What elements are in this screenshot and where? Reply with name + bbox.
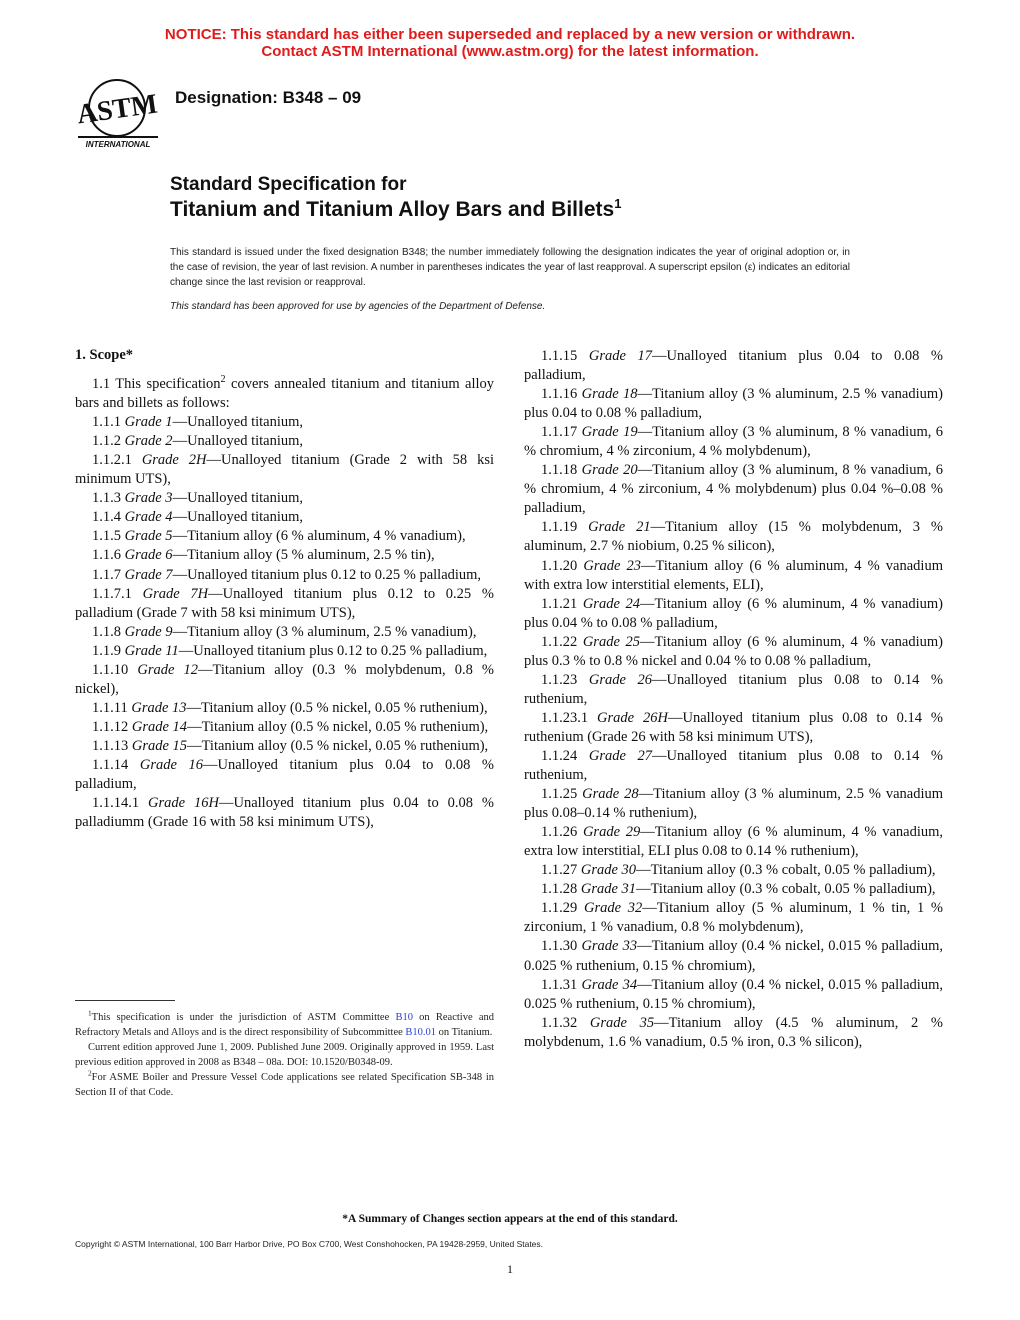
item-number: 1.1.7: [92, 566, 121, 583]
grade-name: Grade 28: [582, 786, 639, 803]
grade-description: —Unalloyed titanium plus 0.04 to 0.08 % palladium,: [524, 348, 943, 384]
grade-description: —Unalloyed titanium plus 0.12 to 0.25 % palladium,: [178, 642, 488, 659]
grade-name: Grade 7H: [142, 585, 209, 602]
item-number: 1.1.15: [541, 348, 578, 364]
title-footnote-mark: 1: [614, 196, 622, 211]
grade-description: —Titanium alloy (6 % aluminum, 4 % vanadium with extra low interstitial elements, ELI),: [524, 557, 943, 593]
grade-item: [524, 747, 943, 785]
notice-line-2: Contact ASTM International (www.astm.org) for the latest information.: [261, 43, 759, 60]
grade-description: —Unalloyed titanium plus 0.04 to 0.08 % palladiumm (Grade 16 with 58 ksi minimum UTS),: [75, 795, 494, 831]
grade-description: —Titanium alloy (3 % aluminum, 8 % vanadium, 6 % chromium, 4 % zirconium, 4 % molybdenum),: [524, 424, 944, 460]
item-number: 1.1.31: [541, 976, 578, 993]
grade-description: —Titanium alloy (0.5 % nickel, 0.05 % ruthenium),: [187, 737, 489, 754]
grade-item: [524, 633, 943, 671]
grade-item: [524, 709, 943, 747]
item-number: 1.1.21: [541, 595, 578, 612]
item-number: 1.1.26: [541, 824, 578, 841]
item-number: 1.1.16: [541, 386, 578, 403]
grade-description: —Unalloyed titanium plus 0.04 to 0.08 % palladium,: [75, 756, 494, 793]
grade-item: [524, 785, 943, 823]
item-number: 1.1.14: [92, 756, 129, 773]
grade-description: —Titanium alloy (4.5 % aluminum, 2 % molybdenum, 1.6 % vanadium, 0.5 % iron, 0.3 % silicon),: [524, 1014, 943, 1050]
item-number: 1.1.13: [92, 737, 129, 754]
item-number: 1.1.6: [92, 547, 121, 564]
grade-item: [524, 823, 943, 861]
grade-description: —Titanium alloy (3 % aluminum, 2.5 % vanadium),: [172, 623, 477, 640]
grade-name: Grade 9: [124, 623, 173, 640]
item-number: 1.1.30: [541, 938, 578, 955]
grade-name: Grade 35: [589, 1014, 655, 1031]
grade-name: Grade 29: [582, 824, 641, 841]
title-line-2: [170, 198, 621, 222]
grade-description: —Titanium alloy (3 % aluminum, 2.5 % vanadium) plus 0.04 to 0.08 % palladium,: [524, 386, 944, 422]
footnote-divider: [75, 1000, 175, 1001]
grade-item: [75, 737, 494, 756]
item-number: 1.1.14.1: [92, 795, 140, 812]
item-number: 1.1.22: [541, 633, 578, 650]
right-column: [524, 347, 943, 1052]
right-grade-list: [524, 347, 943, 1052]
grade-description: —Titanium alloy (3 % aluminum, 8 % vanadium, 6 % chromium, 4 % zirconium, 4 % molybdenum) plus 0.04 %–0.08 % palladium,: [524, 462, 944, 517]
grade-item: [524, 518, 943, 556]
grade-description: —Unalloyed titanium,: [172, 490, 304, 507]
grade-name: Grade 33: [581, 938, 638, 955]
grade-name: Grade 16: [139, 756, 203, 773]
grade-item: [524, 880, 943, 899]
grade-description: —Titanium alloy (5 % aluminum, 1 % tin, 1 % zirconium, 1 % vanadium, 0.8 % molybdenum),: [524, 900, 944, 936]
approval-note: This standard has been approved for use by agencies of the Department of Defense.: [170, 301, 546, 312]
grade-item: [75, 508, 494, 527]
grade-item: [524, 461, 943, 518]
footnote-1-edition: Current edition approved June 1, 2009. Published June 2009. Originally approved in 1959. Last previous edition approved in 2008 as B348 – 08a. DOI: 10.1520/B0348-09.: [75, 1042, 494, 1068]
svg-text:INTERNATIONAL: INTERNATIONAL: [85, 140, 151, 149]
grade-description: —Unalloyed titanium,: [172, 433, 304, 450]
grade-description: —Unalloyed titanium,: [172, 414, 304, 431]
footnote-1: $^1$This specification is under the jurisdiction of ASTM Committee B10 on Reactive and Refractory Metals and Alloys and is the direct responsibility of Subcommittee B10.01 on Titanium.: [75, 1008, 494, 1038]
grade-name: Grade 27: [588, 747, 652, 764]
grade-name: Grade 30: [580, 862, 637, 879]
item-number: 1.1.25: [541, 786, 578, 803]
grade-description: —Unalloyed titanium plus 0.08 to 0.14 % ruthenium,: [524, 671, 943, 707]
item-number: 1.1.24: [541, 747, 578, 764]
grade-description: —Titanium alloy (3 % aluminum, 2.5 % vanadium plus 0.08–0.14 % ruthenium),: [524, 786, 943, 822]
grade-item: [524, 1014, 943, 1052]
grade-description: —Titanium alloy (5 % aluminum, 2.5 % tin),: [172, 547, 435, 564]
grade-item: [75, 527, 494, 546]
grade-name: Grade 20: [581, 462, 638, 479]
link-b10[interactable]: B10: [395, 1012, 413, 1023]
grade-item: [75, 718, 494, 737]
grade-name: Grade 21: [588, 519, 651, 536]
grade-item: [75, 546, 494, 565]
grade-name: Grade 24: [582, 595, 640, 612]
item-number: 1.1.29: [541, 900, 578, 917]
item-number: 1.1.28: [541, 881, 578, 898]
grade-item: [75, 566, 494, 585]
grade-name: Grade 32: [583, 900, 643, 917]
grade-name: Grade 15: [131, 737, 188, 754]
grade-description: —Unalloyed titanium plus 0.12 to 0.25 % palladium,: [172, 566, 482, 583]
grade-name: Grade 2H: [141, 452, 207, 469]
grade-name: Grade 19: [581, 424, 638, 441]
grade-description: —Titanium alloy (0.3 % molybdenum, 0.8 % nickel),: [75, 661, 494, 697]
item-number: 1.1.2: [92, 433, 121, 450]
summary-of-changes-note: *A Summary of Changes section appears at the end of this standard.: [342, 1213, 678, 1225]
footnote-2: $^2$For ASME Boiler and Pressure Vessel Code applications see related Specification SB-348 in Section II of that Code.: [75, 1068, 494, 1098]
grade-item: [524, 671, 943, 709]
grade-name: Grade 23: [583, 557, 642, 574]
item-number: 1.1.8: [92, 623, 121, 640]
item-number: 1.1.9: [92, 642, 121, 659]
grade-item: [524, 937, 943, 975]
grade-item: [75, 489, 494, 508]
grade-item: [75, 756, 494, 794]
item-number: 1.1.11: [92, 699, 128, 716]
grade-description: —Unalloyed titanium,: [172, 509, 304, 526]
left-column: [75, 346, 494, 832]
grade-description: —Titanium alloy (6 % aluminum, 4 % vanadium),: [172, 528, 466, 545]
grade-description: —Unalloyed titanium plus 0.08 to 0.14 % ruthenium,: [524, 747, 943, 784]
item-number: 1.1.23.1: [541, 709, 589, 726]
section-heading-scope: 1. Scope*: [75, 347, 133, 363]
item-number: 1.1.2.1: [92, 452, 132, 469]
grade-item: [75, 642, 494, 661]
grade-name: Grade 14: [131, 718, 188, 735]
grade-item: [75, 623, 494, 642]
grade-item: [75, 699, 494, 718]
title-line-1: Standard Specification for: [170, 174, 407, 195]
grade-description: —Titanium alloy (6 % aluminum, 4 % vanadium) plus 0.04 % to 0.08 % palladium,: [524, 595, 943, 631]
grade-description: —Titanium alloy (15 % molybdenum, 3 % aluminum, 2.7 % niobium, 0.25 % silicon),: [524, 519, 943, 555]
grade-item: [75, 794, 494, 832]
grade-description: —Unalloyed titanium (Grade 2 with 58 ksi minimum UTS),: [75, 452, 494, 488]
grade-item: [75, 661, 494, 699]
grade-name: Grade 17: [588, 348, 652, 364]
item-number: 1.1.17: [541, 424, 578, 441]
grade-name: Grade 25: [582, 633, 640, 650]
item-number: 1.1.20: [541, 557, 578, 574]
grade-name: Grade 13: [131, 699, 187, 716]
grade-name: Grade 11: [124, 642, 179, 659]
page-number: 1: [507, 1262, 513, 1276]
grade-description: —Titanium alloy (0.4 % nickel, 0.015 % palladium, 0.025 % ruthenium, 0.15 % chromium),: [524, 938, 943, 974]
astm-logo-icon: [72, 74, 162, 150]
svg-text:ASTM: ASTM: [74, 88, 160, 131]
issued-note: This standard is issued under the fixed designation B348; the number immediately following the designation indicates the year of original adoption or, in the case of revision, the year of last revision. A number in parentheses indicates the year of last reapproval. A superscript epsilon (ε) indicates an editorial change since the last revision or reapproval.: [170, 247, 850, 288]
grade-name: Grade 4: [124, 509, 173, 526]
grade-name: Grade 5: [124, 528, 173, 545]
link-b10-01[interactable]: B10.01: [405, 1027, 437, 1038]
notice-line-1: NOTICE: This standard has either been superseded and replaced by a new version or withdrawn.: [164, 26, 856, 43]
grade-name: Grade 26: [588, 671, 652, 688]
grade-name: Grade 16H: [148, 795, 219, 812]
grade-item: [524, 861, 943, 880]
title-text: Titanium and Titanium Alloy Bars and Billets: [170, 198, 615, 221]
grade-name: Grade 18: [581, 386, 638, 403]
item-number: 1.1.18: [541, 462, 578, 479]
grade-item: [524, 347, 943, 385]
item-number: 1.1.1: [92, 414, 121, 431]
item-number: 1.1.4: [92, 509, 121, 526]
grade-name: Grade 6: [124, 547, 173, 564]
footnotes: [75, 1010, 494, 1100]
grade-item: [524, 385, 943, 423]
grade-name: Grade 2: [124, 433, 173, 450]
grade-name: Grade 34: [581, 976, 638, 993]
grade-item: [524, 423, 943, 461]
grade-item: [524, 899, 943, 937]
item-number: 1.1.27: [541, 862, 578, 879]
scope-paragraph: 1.1 This specification$^2$ covers annealed titanium and titanium alloy bars and billets as follows:: [75, 374, 494, 412]
grade-description: —Unalloyed titanium plus 0.08 to 0.14 % ruthenium (Grade 26 with 58 ksi minimum UTS),: [524, 709, 943, 745]
item-number: 1.1.32: [541, 1014, 578, 1031]
grade-item: [75, 413, 494, 432]
grade-description: —Titanium alloy (0.5 % nickel, 0.05 % ruthenium),: [186, 699, 488, 716]
item-number: 1.1.10: [92, 661, 129, 678]
grade-description: —Titanium alloy (0.5 % nickel, 0.05 % ruthenium),: [187, 718, 489, 735]
item-number: 1.1.19: [541, 519, 578, 536]
grade-description: —Titanium alloy (6 % aluminum, 4 % vanadium) plus 0.3 % to 0.8 % nickel and 0.04 % to 0.08 % palladium,: [524, 633, 943, 669]
grade-item: [524, 595, 943, 633]
grade-item: [524, 557, 943, 595]
grade-name: Grade 12: [137, 661, 198, 678]
item-number: 1.1.5: [92, 528, 121, 545]
designation: Designation: B348 – 09: [175, 88, 362, 107]
astm-logo: [72, 74, 162, 150]
item-number: 1.1.23: [541, 671, 578, 688]
grade-item: [75, 451, 494, 489]
grade-name: Grade 3: [124, 490, 173, 507]
grade-name: Grade 1: [124, 414, 173, 431]
item-number: 1.1.7.1: [92, 585, 132, 602]
grade-name: Grade 31: [580, 881, 637, 898]
grade-item: [524, 976, 943, 1014]
grade-item: [75, 432, 494, 451]
grade-description: —Titanium alloy (0.3 % cobalt, 0.05 % palladium),: [636, 881, 936, 898]
item-number: 1.1.12: [92, 718, 129, 735]
item-number: 1.1.3: [92, 490, 121, 507]
grade-description: —Unalloyed titanium plus 0.12 to 0.25 % palladium (Grade 7 with 58 ksi minimum UTS),: [75, 585, 494, 621]
copyright: Copyright © ASTM International, 100 Barr Harbor Drive, PO Box C700, West Conshohocken, PA 19428-2959, United States.: [75, 1239, 544, 1249]
grade-description: —Titanium alloy (0.3 % cobalt, 0.05 % palladium),: [636, 862, 936, 879]
left-grade-list: [75, 413, 494, 832]
grade-item: [75, 585, 494, 623]
grade-description: —Titanium alloy (0.4 % nickel, 0.015 % palladium, 0.025 % ruthenium, 0.15 % chromium),: [524, 976, 943, 1012]
grade-description: —Titanium alloy (6 % aluminum, 4 % vanadium, extra low interstitial, ELI plus 0.08 to 0.14 % ruthenium),: [524, 824, 943, 860]
grade-name: Grade 7: [124, 566, 173, 583]
grade-name: Grade 26H: [597, 709, 668, 726]
